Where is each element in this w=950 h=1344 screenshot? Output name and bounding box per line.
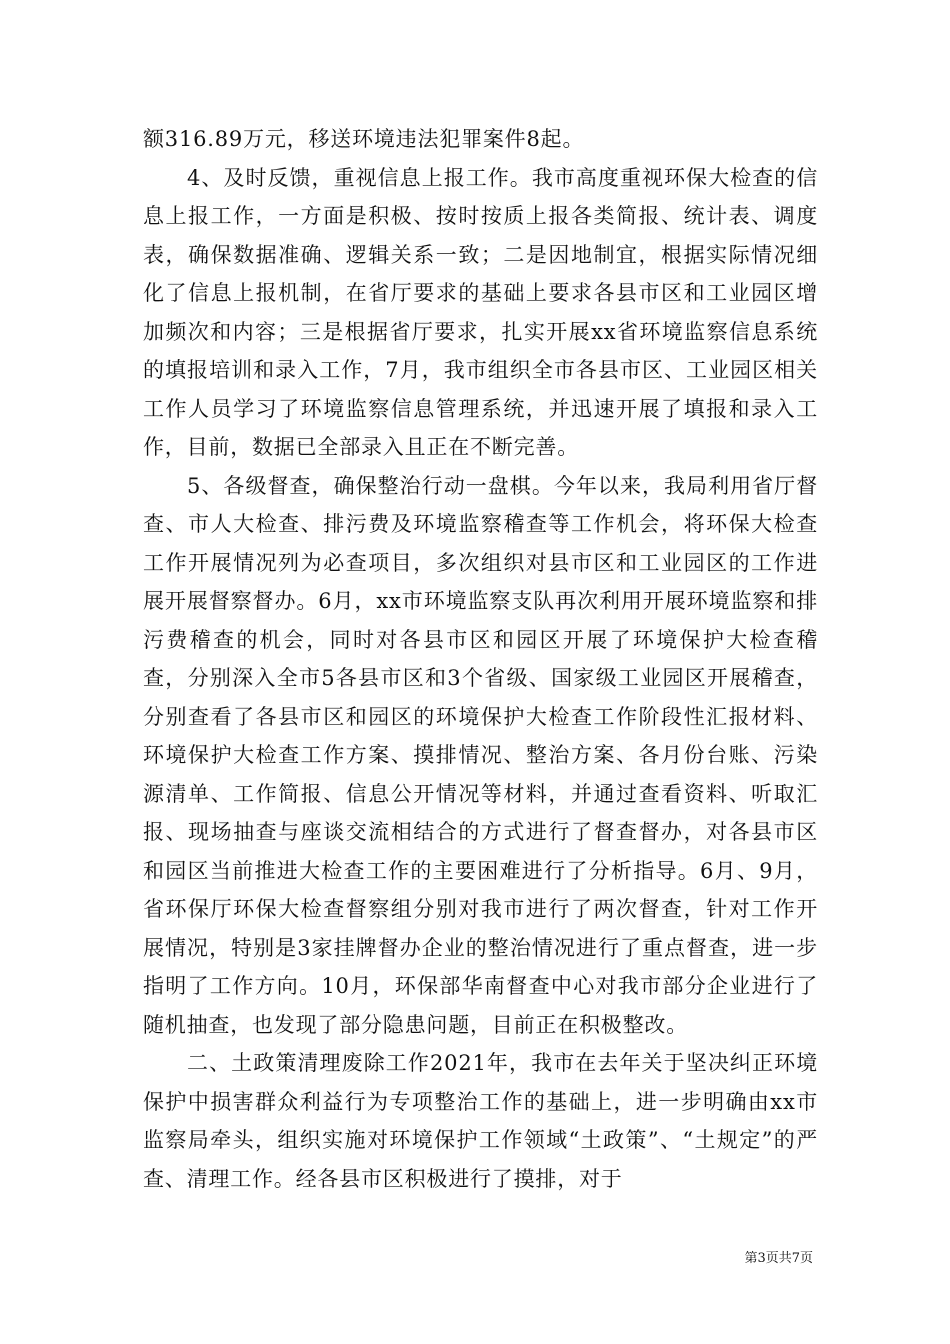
paragraph: 二、土政策清理废除工作2021年，我市在去年关于坚决纠正环境保护中损害群众利益行为专项整治工作的基础上，进一步明确由xx市监察局牵头，组织实施对环境保护工作领域“土政策”、“土规定”的严查、清理工作。经各县市区积极进行了摸排，对于: [143, 1051, 818, 1191]
paragraph: 额316.89万元，移送环境违法犯罪案件8起。: [143, 127, 585, 151]
page-indicator: 第3页共7页: [744, 1251, 813, 1266]
paragraph: 4、及时反馈，重视信息上报工作。我市高度重视环保大检查的信息上报工作，一方面是积极、按时按质上报各类简报、统计表、调度表，确保数据准确、逻辑关系一致；二是因地制宜，根据实际情况细化了信息上报机制，在省厅要求的基础上要求各县市区和工业园区增加频次和内容；三是根据省厅要求，扎实开展xx省环境监察信息系统的填报培训和录入工作，7月，我市组织全市各县市区、工业园区相关工作人员学习了环境监察信息管理系统，并迅速开展了填报和录入工作，目前，数据已全部录入且正在不断完善。: [143, 165, 818, 459]
document-body: [143, 120, 818, 1198]
paragraph: 5、各级督查，确保整治行动一盘棋。今年以来，我局利用省厅督查、市人大检查、排污费及环境监察稽查等工作机会，将环保大检查工作开展情况列为必查项目，多次组织对县市区和工业园区的工作进展开展督察督办。6月，xx市环境监察支队再次利用开展环境监察和排污费稽查的机会，同时对各县市区和园区开展了环境保护大检查稽查，分别深入全市5各县市区和3个省级、国家级工业园区开展稽查，分别查看了各县市区和园区的环境保护大检查工作阶段性汇报材料、环境保护大检查工作方案、摸排情况、整治方案、各月份台账、污染源清单、工作简报、信息公开情况等材料，并通过查看资料、听取汇报、现场抽查与座谈交流相结合的方式进行了督查督办，对各县市区和园区当前推进大检查工作的主要困难进行了分析指导。6月、9月，省环保厅环保大检查督察组分别对我市进行了两次督查，针对工作开展情况，特别是3家挂牌督办企业的整治情况进行了重点督查，进一步指明了工作方向。10月，环保部华南督查中心对我市部分企业进行了随机抽查，也发现了部分隐患问题，目前正在积极整改。: [143, 473, 818, 1037]
